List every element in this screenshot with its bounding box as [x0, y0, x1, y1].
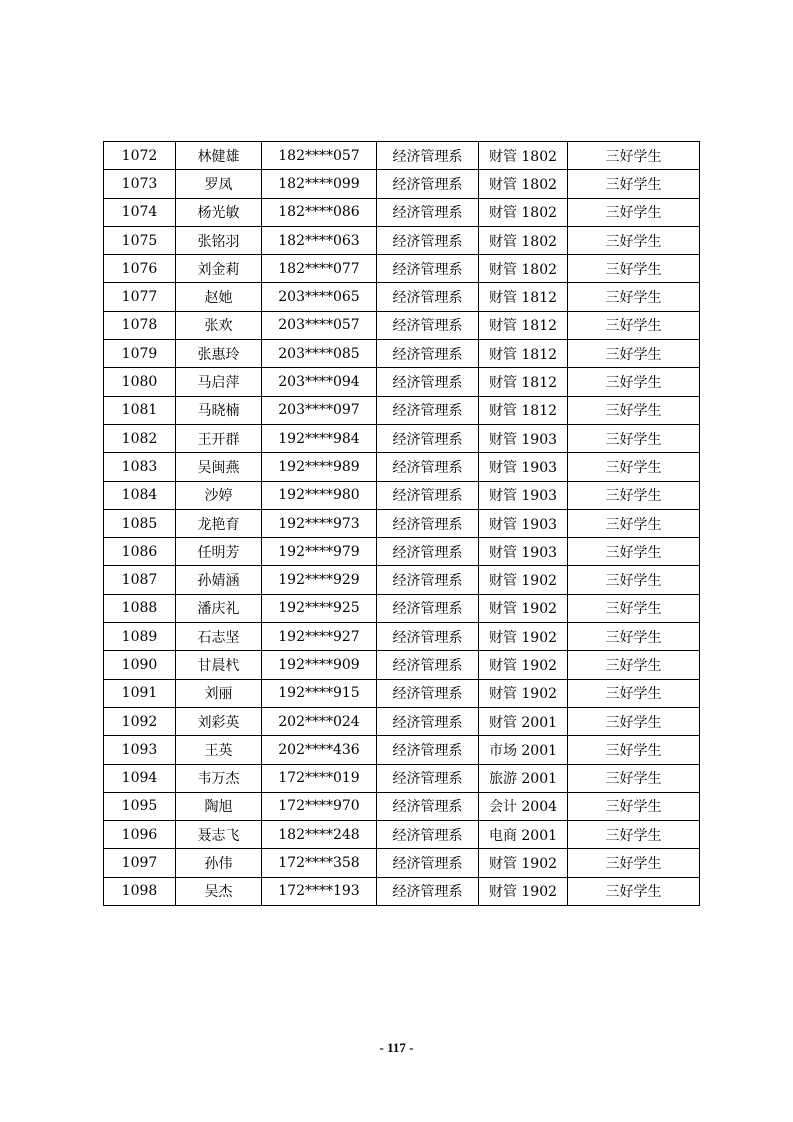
student-id-cell: 192****980	[262, 481, 377, 509]
department-cell: 经济管理系	[377, 226, 479, 254]
student-id-cell: 203****065	[262, 283, 377, 311]
serial-number-cell: 1093	[104, 736, 176, 764]
serial-number-cell: 1098	[104, 877, 176, 905]
class-cell: 财管 1812	[479, 283, 568, 311]
class-cell: 财管 1902	[479, 679, 568, 707]
table-row	[104, 538, 700, 566]
award-cell: 三好学生	[568, 368, 700, 396]
department-cell: 经济管理系	[377, 170, 479, 198]
department-cell: 经济管理系	[377, 509, 479, 537]
student-name-cell: 聂志飞	[176, 821, 262, 849]
student-name-cell: 马晓楠	[176, 396, 262, 424]
table-row	[104, 481, 700, 509]
award-cell: 三好学生	[568, 877, 700, 905]
student-name-cell: 吴杰	[176, 877, 262, 905]
table-row	[104, 623, 700, 651]
student-name-cell: 孙婧涵	[176, 566, 262, 594]
table-row	[104, 453, 700, 481]
serial-number-cell: 1089	[104, 623, 176, 651]
class-cell: 财管 2001	[479, 707, 568, 735]
department-cell: 经济管理系	[377, 623, 479, 651]
serial-number-cell: 1091	[104, 679, 176, 707]
student-name-cell: 龙艳育	[176, 509, 262, 537]
award-cell: 三好学生	[568, 707, 700, 735]
student-id-cell: 182****057	[262, 142, 377, 170]
serial-number-cell: 1077	[104, 283, 176, 311]
student-id-cell: 192****925	[262, 594, 377, 622]
student-name-cell: 潘庆礼	[176, 594, 262, 622]
student-id-cell: 172****358	[262, 849, 377, 877]
class-cell: 会计 2004	[479, 792, 568, 820]
student-name-cell: 张惠玲	[176, 340, 262, 368]
table-row	[104, 679, 700, 707]
class-cell: 财管 1903	[479, 481, 568, 509]
department-cell: 经济管理系	[377, 255, 479, 283]
class-cell: 财管 1812	[479, 340, 568, 368]
table-row	[104, 311, 700, 339]
department-cell: 经济管理系	[377, 340, 479, 368]
class-cell: 财管 1902	[479, 594, 568, 622]
table-row	[104, 396, 700, 424]
table-row	[104, 566, 700, 594]
student-id-cell: 192****927	[262, 623, 377, 651]
class-cell: 财管 1812	[479, 396, 568, 424]
table-row	[104, 849, 700, 877]
department-cell: 经济管理系	[377, 707, 479, 735]
class-cell: 财管 1903	[479, 453, 568, 481]
table-row	[104, 877, 700, 905]
serial-number-cell: 1080	[104, 368, 176, 396]
awards-table-body	[104, 142, 700, 906]
class-cell: 财管 1812	[479, 368, 568, 396]
student-id-cell: 203****097	[262, 396, 377, 424]
serial-number-cell: 1087	[104, 566, 176, 594]
department-cell: 经济管理系	[377, 566, 479, 594]
department-cell: 经济管理系	[377, 311, 479, 339]
table-row	[104, 594, 700, 622]
department-cell: 经济管理系	[377, 198, 479, 226]
student-id-cell: 192****909	[262, 651, 377, 679]
serial-number-cell: 1094	[104, 764, 176, 792]
department-cell: 经济管理系	[377, 453, 479, 481]
award-cell: 三好学生	[568, 849, 700, 877]
class-cell: 财管 1902	[479, 877, 568, 905]
department-cell: 经济管理系	[377, 792, 479, 820]
serial-number-cell: 1097	[104, 849, 176, 877]
student-name-cell: 甘晨杙	[176, 651, 262, 679]
award-cell: 三好学生	[568, 226, 700, 254]
department-cell: 经济管理系	[377, 142, 479, 170]
student-id-cell: 203****057	[262, 311, 377, 339]
department-cell: 经济管理系	[377, 736, 479, 764]
student-id-cell: 203****085	[262, 340, 377, 368]
table-row	[104, 424, 700, 452]
student-name-cell: 马启萍	[176, 368, 262, 396]
student-id-cell: 192****929	[262, 566, 377, 594]
award-cell: 三好学生	[568, 255, 700, 283]
serial-number-cell: 1074	[104, 198, 176, 226]
table-row	[104, 340, 700, 368]
student-name-cell: 赵她	[176, 283, 262, 311]
award-cell: 三好学生	[568, 566, 700, 594]
serial-number-cell: 1083	[104, 453, 176, 481]
class-cell: 财管 1902	[479, 849, 568, 877]
table-row	[104, 707, 700, 735]
class-cell: 财管 1802	[479, 226, 568, 254]
award-cell: 三好学生	[568, 509, 700, 537]
class-cell: 财管 1902	[479, 623, 568, 651]
award-cell: 三好学生	[568, 198, 700, 226]
serial-number-cell: 1081	[104, 396, 176, 424]
serial-number-cell: 1084	[104, 481, 176, 509]
student-name-cell: 杨光敏	[176, 198, 262, 226]
department-cell: 经济管理系	[377, 538, 479, 566]
student-id-cell: 192****984	[262, 424, 377, 452]
class-cell: 财管 1902	[479, 651, 568, 679]
department-cell: 经济管理系	[377, 283, 479, 311]
class-cell: 财管 1802	[479, 255, 568, 283]
class-cell: 财管 1802	[479, 142, 568, 170]
student-id-cell: 182****086	[262, 198, 377, 226]
department-cell: 经济管理系	[377, 368, 479, 396]
student-name-cell: 刘彩英	[176, 707, 262, 735]
student-name-cell: 刘金莉	[176, 255, 262, 283]
class-cell: 财管 1812	[479, 311, 568, 339]
award-cell: 三好学生	[568, 170, 700, 198]
class-cell: 财管 1802	[479, 198, 568, 226]
award-cell: 三好学生	[568, 821, 700, 849]
class-cell: 财管 1903	[479, 509, 568, 537]
student-id-cell: 192****973	[262, 509, 377, 537]
table-row	[104, 736, 700, 764]
serial-number-cell: 1086	[104, 538, 176, 566]
student-name-cell: 罗凤	[176, 170, 262, 198]
award-cell: 三好学生	[568, 283, 700, 311]
student-id-cell: 182****063	[262, 226, 377, 254]
table-row	[104, 509, 700, 537]
table-row	[104, 255, 700, 283]
award-cell: 三好学生	[568, 311, 700, 339]
serial-number-cell: 1085	[104, 509, 176, 537]
serial-number-cell: 1096	[104, 821, 176, 849]
serial-number-cell: 1078	[104, 311, 176, 339]
student-name-cell: 石志坚	[176, 623, 262, 651]
student-id-cell: 192****989	[262, 453, 377, 481]
award-cell: 三好学生	[568, 736, 700, 764]
student-name-cell: 张铭羽	[176, 226, 262, 254]
table-row	[104, 198, 700, 226]
table-row	[104, 170, 700, 198]
table-row	[104, 821, 700, 849]
student-name-cell: 刘丽	[176, 679, 262, 707]
student-name-cell: 王英	[176, 736, 262, 764]
department-cell: 经济管理系	[377, 679, 479, 707]
serial-number-cell: 1090	[104, 651, 176, 679]
award-cell: 三好学生	[568, 792, 700, 820]
student-id-cell: 202****024	[262, 707, 377, 735]
department-cell: 经济管理系	[377, 651, 479, 679]
student-id-cell: 202****436	[262, 736, 377, 764]
department-cell: 经济管理系	[377, 764, 479, 792]
table-row	[104, 226, 700, 254]
student-name-cell: 孙伟	[176, 849, 262, 877]
department-cell: 经济管理系	[377, 396, 479, 424]
student-id-cell: 172****193	[262, 877, 377, 905]
award-cell: 三好学生	[568, 424, 700, 452]
award-cell: 三好学生	[568, 764, 700, 792]
serial-number-cell: 1082	[104, 424, 176, 452]
student-name-cell: 张欢	[176, 311, 262, 339]
serial-number-cell: 1088	[104, 594, 176, 622]
student-id-cell: 203****094	[262, 368, 377, 396]
table-row	[104, 651, 700, 679]
award-cell: 三好学生	[568, 396, 700, 424]
department-cell: 经济管理系	[377, 849, 479, 877]
student-name-cell: 林健雄	[176, 142, 262, 170]
serial-number-cell: 1073	[104, 170, 176, 198]
student-id-cell: 172****970	[262, 792, 377, 820]
award-cell: 三好学生	[568, 679, 700, 707]
student-name-cell: 吴闽燕	[176, 453, 262, 481]
student-name-cell: 王开群	[176, 424, 262, 452]
student-name-cell: 陶旭	[176, 792, 262, 820]
table-row	[104, 142, 700, 170]
table-row	[104, 368, 700, 396]
class-cell: 财管 1903	[479, 424, 568, 452]
award-cell: 三好学生	[568, 651, 700, 679]
student-id-cell: 182****077	[262, 255, 377, 283]
award-cell: 三好学生	[568, 453, 700, 481]
award-cell: 三好学生	[568, 142, 700, 170]
department-cell: 经济管理系	[377, 821, 479, 849]
class-cell: 电商 2001	[479, 821, 568, 849]
student-id-cell: 182****248	[262, 821, 377, 849]
student-id-cell: 182****099	[262, 170, 377, 198]
class-cell: 财管 1903	[479, 538, 568, 566]
class-cell: 旅游 2001	[479, 764, 568, 792]
class-cell: 财管 1802	[479, 170, 568, 198]
serial-number-cell: 1076	[104, 255, 176, 283]
award-cell: 三好学生	[568, 623, 700, 651]
class-cell: 财管 1902	[479, 566, 568, 594]
department-cell: 经济管理系	[377, 481, 479, 509]
awards-table	[103, 141, 700, 906]
award-cell: 三好学生	[568, 340, 700, 368]
class-cell: 市场 2001	[479, 736, 568, 764]
serial-number-cell: 1092	[104, 707, 176, 735]
student-id-cell: 192****915	[262, 679, 377, 707]
table-row	[104, 764, 700, 792]
serial-number-cell: 1072	[104, 142, 176, 170]
student-id-cell: 172****019	[262, 764, 377, 792]
student-name-cell: 韦万杰	[176, 764, 262, 792]
department-cell: 经济管理系	[377, 424, 479, 452]
department-cell: 经济管理系	[377, 594, 479, 622]
department-cell: 经济管理系	[377, 877, 479, 905]
student-name-cell: 任明芳	[176, 538, 262, 566]
student-name-cell: 沙婷	[176, 481, 262, 509]
table-row	[104, 792, 700, 820]
page-number: - 117 -	[379, 1040, 414, 1055]
award-cell: 三好学生	[568, 594, 700, 622]
serial-number-cell: 1075	[104, 226, 176, 254]
award-cell: 三好学生	[568, 481, 700, 509]
serial-number-cell: 1079	[104, 340, 176, 368]
serial-number-cell: 1095	[104, 792, 176, 820]
award-cell: 三好学生	[568, 538, 700, 566]
student-id-cell: 192****979	[262, 538, 377, 566]
table-row	[104, 283, 700, 311]
